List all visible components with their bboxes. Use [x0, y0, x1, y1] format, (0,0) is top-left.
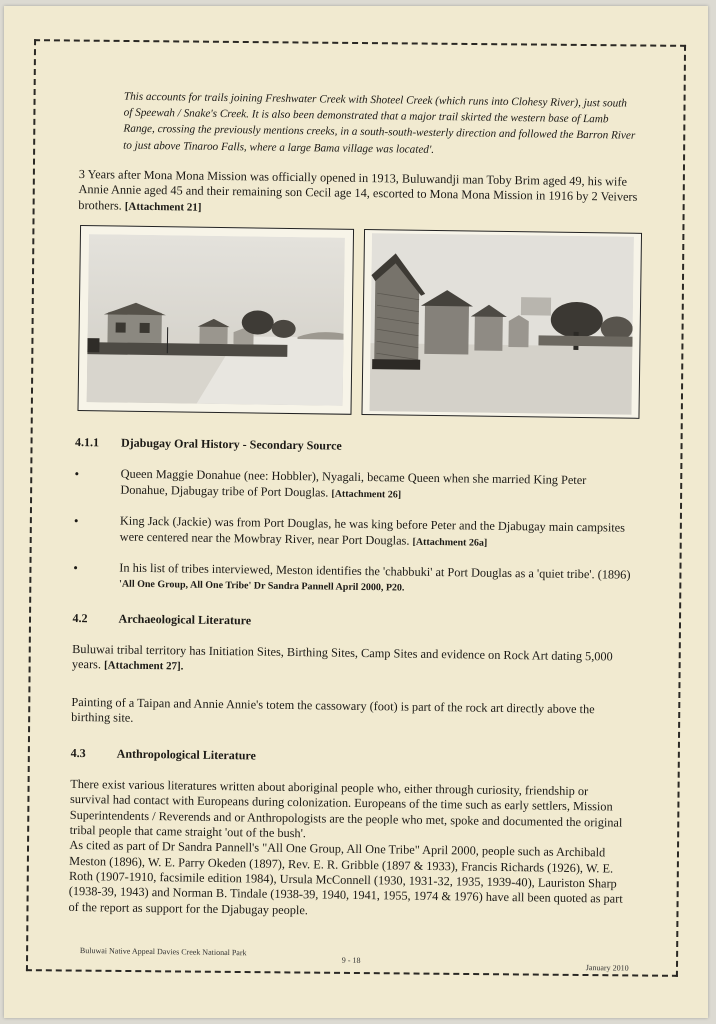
footer-page-number: 9 - 18 — [341, 955, 361, 965]
bullet-text — [119, 561, 633, 599]
bullet-body: In his list of tribes interviewed, Meston identifies the 'chabbuki' at Port Douglas as a 'quiet tribe'. (1896) — [119, 560, 631, 582]
archaeology-attachment: [Attachment 27]. — [103, 659, 184, 673]
archaeology-text: Buluwai tribal territory has Initiation Sites, Birthing Sites, Camp Sites and evidence on Rock Art dating 5,000 years. — [71, 641, 613, 672]
bullet-item — [74, 513, 634, 552]
photo-row — [77, 225, 642, 423]
citation-paragraph: As cited as part of Dr Sandra Pannell's "All One Group, All One Tribe" April 2000, people such as Archibald Meston (1896), W. E. Parry Okeden (1897), Rev. E. R. Gribble (1897 & 1933), Francis Richards (1926), W. E. Roth (1907-1910, facsimile edition 1984), Ursula McConnell (1930, 1931-32, 1935, 1939-40), Lauriston Sharp (1938-39, 1943) and Norman B. Tindale (1938-39, 1940, 1941, 1955, 1974 & 1976) have all been quoted as part of the report as support for the Djabugay people. — [68, 838, 623, 917]
bullet-dot: • — [74, 466, 80, 482]
section-number: 4.3 — [70, 745, 86, 760]
bullet-dot: • — [73, 513, 79, 529]
bullet-body: Queen Maggie Donahue (nee: Hobbler), Nyagali, became Queen when she married King Peter Donahue, Djabugay tribe of Port Douglas. — [120, 467, 587, 500]
section-title: Djabugay Oral History - Secondary Source — [120, 436, 342, 454]
section-title: Archaeological Literature — [118, 611, 252, 628]
section-number: 4.2 — [72, 610, 88, 626]
section-heading-4-1-1 — [75, 435, 635, 458]
intro-paragraph — [78, 167, 639, 221]
photo-timber-huts — [361, 229, 642, 419]
bullet-body: King Jack (Jackie) was from Port Douglas, he was king before Peter and the Djabugay main campsites were centered near the Mowbray River, near Port Douglas. — [119, 513, 626, 548]
bullet-item — [73, 560, 633, 599]
footer-document-title: Buluwai Native Appeal Davies Creek National Park — [79, 946, 247, 958]
bullet-attachment: [Attachment 26] — [331, 488, 402, 501]
section-heading-4-3 — [71, 746, 631, 769]
bullet-citation: 'All One Group, All One Tribe' Dr Sandra Pannell April 2000, P20. — [118, 579, 405, 595]
section-heading-4-2 — [72, 611, 632, 634]
timber-huts-image — [370, 233, 634, 415]
section-number: 4.1.1 — [74, 435, 100, 450]
intro-text: 3 Years after Mona Mona Mission was officially opened in 1913, Buluwandji man Toby Brim aged 49, his wife Annie Annie aged 45 and their remaining son Cecil age 14, escorted to Mona Mona Mission in 1916 by 2 Veivers brothers. — [78, 166, 638, 213]
document-page — [4, 6, 708, 1018]
archaeology-paragraph — [72, 642, 632, 681]
page-content — [68, 88, 639, 923]
street-houses-image — [87, 235, 345, 407]
intro-attachment: [Attachment 21] — [124, 200, 202, 214]
bullet-text — [120, 467, 634, 505]
photo-street-houses — [77, 225, 354, 415]
bullet-dot: • — [73, 560, 78, 576]
bullet-attachment: [Attachment 26a] — [412, 536, 488, 549]
anthropology-paragraph: There exist various literatures written about aboriginal people who, either through curiosity, friendship or survival had contact with Europeans during colonization. Europeans of the time such as early settlers, Mission Superintendents / Reverends and or Anthropologists are the people who met, spoke and documented the original tribal people that came straight 'out of the bush'. — [69, 776, 623, 841]
bullet-item — [74, 466, 634, 505]
section-title: Anthropological Literature — [116, 746, 257, 763]
footer-date: January 2010 — [585, 963, 629, 973]
quoted-passage: This accounts for trails joining Freshwater Creek with Shoteel Creek (which runs into Clohesy River), just south of Speewah / Snake's Creek. It is also been demonstrated that a major trail skirted the western base of Lamb Range, crossing the previously mentions creeks, in a south-south-westerly direction and followed the Barron River to just above Tinaroo Falls, where a large Bama village was located'. — [123, 90, 636, 156]
bullet-text — [120, 514, 634, 552]
rock-art-paragraph: Painting of a Taipan and Annie Annie's totem the cassowary (foot) is part of the rock art directly above the birthing site. — [71, 695, 595, 726]
